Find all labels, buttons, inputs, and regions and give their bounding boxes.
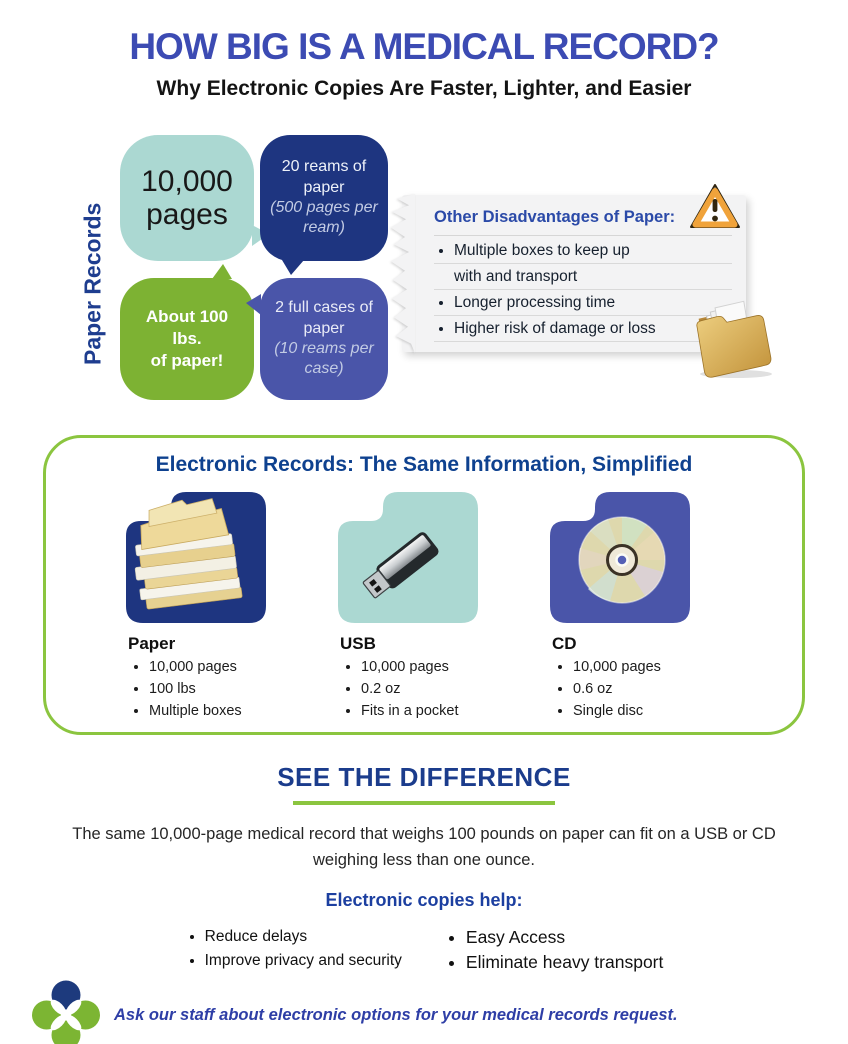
list-item: • 10,000 pages [361, 657, 488, 679]
green-divider [293, 801, 555, 805]
torn-paper-edge [385, 194, 415, 353]
page-title: HOW BIG IS A MEDICAL RECORD? [129, 26, 719, 67]
folder-icon [684, 289, 780, 384]
list-item-text: Multiple boxes to keep up [454, 242, 630, 259]
list-item: • 0.6 oz [573, 679, 700, 701]
list-item-text: Higher risk of damage or loss [454, 320, 656, 337]
list-item: • 0.2 oz [361, 679, 488, 701]
bubble-weight-line1: About 100 lbs. [145, 306, 229, 348]
bubble-cases [260, 278, 388, 400]
tile-usb [338, 490, 488, 722]
list-item [454, 238, 732, 290]
paper-records-section [0, 123, 848, 421]
list-item: • Improve privacy and security [205, 949, 402, 972]
four-petal-clover-logo [32, 980, 100, 1044]
cta-text: Ask our staff about electronic options for your medical records request. [114, 1006, 678, 1025]
tile-cd-list [550, 657, 700, 722]
bubble-pages [120, 135, 254, 261]
cd-disc-image [550, 490, 690, 623]
list-item: • Fits in a pocket [361, 701, 488, 723]
list-item: • 10,000 pages [573, 657, 700, 679]
tile-paper [126, 490, 276, 722]
bubble-pages-line2: pages [146, 198, 228, 231]
paper-records-vertical-label: Paper Records [79, 202, 106, 366]
electronic-records-heading: Electronic Records: The Same Information, Simplified [155, 453, 693, 476]
help-list-right [446, 925, 663, 973]
list-item: • 100 lbs [149, 679, 276, 701]
help-list-left [185, 925, 402, 973]
list-item: • 10,000 pages [149, 657, 276, 679]
tile-usb-list [338, 657, 488, 722]
footer [32, 980, 848, 1044]
list-item: • Multiple boxes [149, 701, 276, 723]
bubble-weight-line2: of paper! [150, 351, 224, 371]
tile-paper-list [126, 657, 276, 722]
help-heading: Electronic copies help: [325, 890, 523, 911]
difference-heading: SEE THE DIFFERENCE [277, 762, 571, 793]
bubble-pages-line1: 10,000 [141, 165, 233, 198]
difference-section [0, 762, 848, 973]
tile-usb-label: USB [340, 634, 376, 653]
bubble-cases-note: (10 reams per case) [274, 340, 374, 378]
tile-cd-label: CD [552, 634, 577, 653]
disadvantages-title: Other Disadvantages of Paper: [434, 208, 732, 236]
media-tiles [46, 490, 802, 722]
help-columns [0, 925, 848, 973]
bubble-reams [260, 135, 388, 261]
list-item-text: Longer processing time [454, 294, 616, 311]
tile-cd [550, 490, 700, 722]
speech-bubbles [120, 135, 388, 400]
list-item: • Reduce delays [205, 925, 402, 948]
tile-paper-label: Paper [128, 634, 176, 653]
usb-drive-image [338, 490, 478, 623]
bubble-weight [120, 278, 254, 400]
warning-triangle-icon [688, 181, 742, 236]
list-item: • Easy Access [466, 925, 663, 949]
electronic-records-panel [43, 435, 805, 735]
bubble-reams-main: 20 reams of paper [281, 158, 367, 196]
list-item-text: with and transport [454, 268, 578, 285]
page-subtitle: Why Electronic Copies Are Faster, Lighter, and Easier [156, 77, 692, 100]
difference-paragraph: The same 10,000-page medical record that weighs 100 pounds on paper can fit on a USB or CD weighing less than one ounce. [72, 825, 776, 869]
list-item: • Eliminate heavy transport [466, 950, 663, 974]
paper-stack-image [126, 490, 266, 623]
bubble-reams-note: (500 pages per ream) [270, 199, 378, 237]
bubble-cases-main: 2 full cases of paper [275, 299, 373, 337]
list-item: • Single disc [573, 701, 700, 723]
